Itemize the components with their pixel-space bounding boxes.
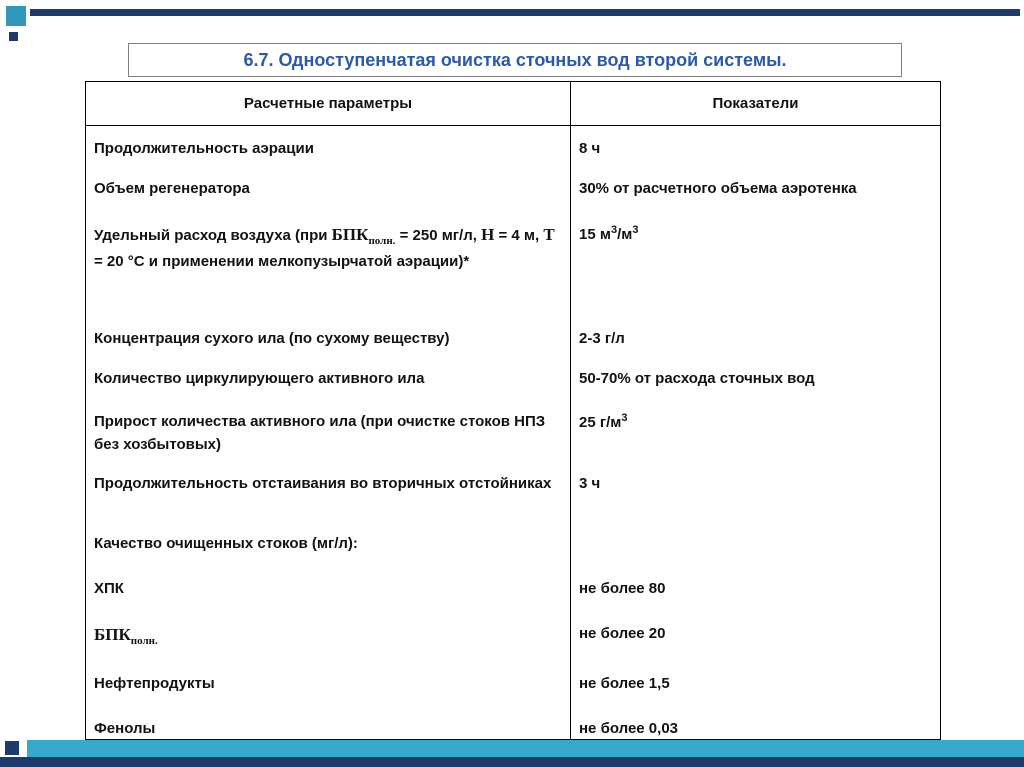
value-text: 3 ч: [579, 475, 601, 492]
param-text: Удельный расход воздуха (при: [94, 227, 332, 244]
header-parameters: [86, 82, 571, 125]
param-cell: [86, 356, 571, 399]
param-cell: [86, 706, 571, 741]
value-cell: [571, 316, 940, 356]
param-text: Нефтепродукты: [94, 675, 215, 692]
page-title: 6.7. Одноступенчатая очистка сточных вод второй системы.: [243, 49, 787, 70]
value-superscript: 3: [632, 224, 639, 236]
param-cell: [86, 521, 571, 566]
param-text: = 4 м,: [494, 227, 544, 244]
value-text: 30% от расчетного объема аэротенка: [579, 180, 857, 197]
formula-bpk: БПК: [331, 225, 369, 244]
top-accent-bar: [30, 9, 1020, 16]
table-row: [86, 126, 940, 166]
table-row: [86, 461, 940, 521]
param-text: Качество очищенных стоков (мг/л):: [94, 535, 358, 552]
table-row: [86, 316, 940, 356]
table-row: [86, 661, 940, 706]
value-cell: [571, 521, 940, 566]
value-cell: [571, 661, 940, 706]
value-cell: [571, 166, 940, 211]
param-cell: [86, 611, 571, 661]
value-cell: [571, 611, 940, 661]
parameters-table: [85, 81, 941, 740]
param-text: Количество циркулирующего активного ила: [94, 370, 425, 387]
value-cell: [571, 211, 940, 316]
param-text: Прирост количества активного ила (при очистке стоков НПЗ без хозбытовых): [94, 413, 546, 454]
bottom-left-small-square: [5, 741, 19, 755]
table-row: [86, 521, 940, 566]
formula-t: Т: [543, 225, 555, 244]
value-text: 8 ч: [579, 140, 601, 157]
table-row: [86, 611, 940, 661]
param-cell: [86, 126, 571, 166]
formula-bpk: БПК: [94, 625, 131, 644]
title-box: [128, 43, 902, 77]
top-left-accent-square: [6, 6, 26, 26]
value-text: не более 20: [579, 625, 666, 642]
value-text: 50-70% от расхода сточных вод: [579, 370, 815, 387]
formula-h: Н: [481, 225, 495, 244]
value-text: не более 0,03: [579, 720, 679, 737]
value-cell: [571, 566, 940, 611]
param-cell: [86, 461, 571, 521]
table-row: [86, 706, 940, 741]
top-left-small-square: [9, 32, 18, 41]
header-values-label: Показатели: [712, 94, 799, 112]
value-superscript: 3: [621, 412, 628, 424]
value-text: 25 г/м: [579, 414, 622, 431]
bottom-accent-bar: [27, 740, 1024, 757]
value-text: 15 м: [579, 226, 611, 243]
param-text: = 20 °С и применении мелкопузырчатой аэрации)*: [94, 253, 470, 271]
param-text: = 250 мг/л,: [395, 227, 482, 244]
param-text: Продолжительность отстаивания во вторичных отстойниках: [94, 475, 552, 492]
value-text: /м: [617, 226, 633, 243]
param-cell: [86, 316, 571, 356]
param-text: Продолжительность аэрации: [94, 140, 314, 157]
param-text: ХПК: [94, 580, 124, 597]
param-cell: [86, 661, 571, 706]
table-row: [86, 566, 940, 611]
value-superscript: 3: [610, 224, 618, 236]
value-cell: [571, 461, 940, 521]
param-text: Объем регенератора: [94, 180, 250, 197]
table-row: [86, 211, 940, 316]
table-row: [86, 356, 940, 399]
value-text: не более 1,5: [579, 675, 670, 692]
value-text: не более 80: [579, 580, 666, 597]
bottom-edge-bar: [0, 757, 1024, 767]
value-cell: [571, 356, 940, 399]
param-cell: [86, 566, 571, 611]
header-values: [571, 82, 940, 125]
formula-bpk-subscript: полн.: [368, 235, 396, 247]
value-cell: [571, 399, 940, 461]
param-cell: [86, 399, 571, 461]
param-cell: [86, 211, 571, 316]
header-parameters-label: Расчетные параметры: [243, 94, 413, 112]
formula-bpk-subscript: полн.: [130, 635, 158, 647]
value-text: 2-3 г/л: [579, 330, 625, 347]
param-text: Концентрация сухого ила (по сухому веществу): [94, 330, 450, 347]
param-text: Фенолы: [94, 720, 156, 737]
value-cell: [571, 126, 940, 166]
param-cell: [86, 166, 571, 211]
table-row: [86, 399, 940, 461]
value-cell: [571, 706, 940, 741]
table-row: [86, 166, 940, 211]
table-header-row: [86, 82, 940, 126]
